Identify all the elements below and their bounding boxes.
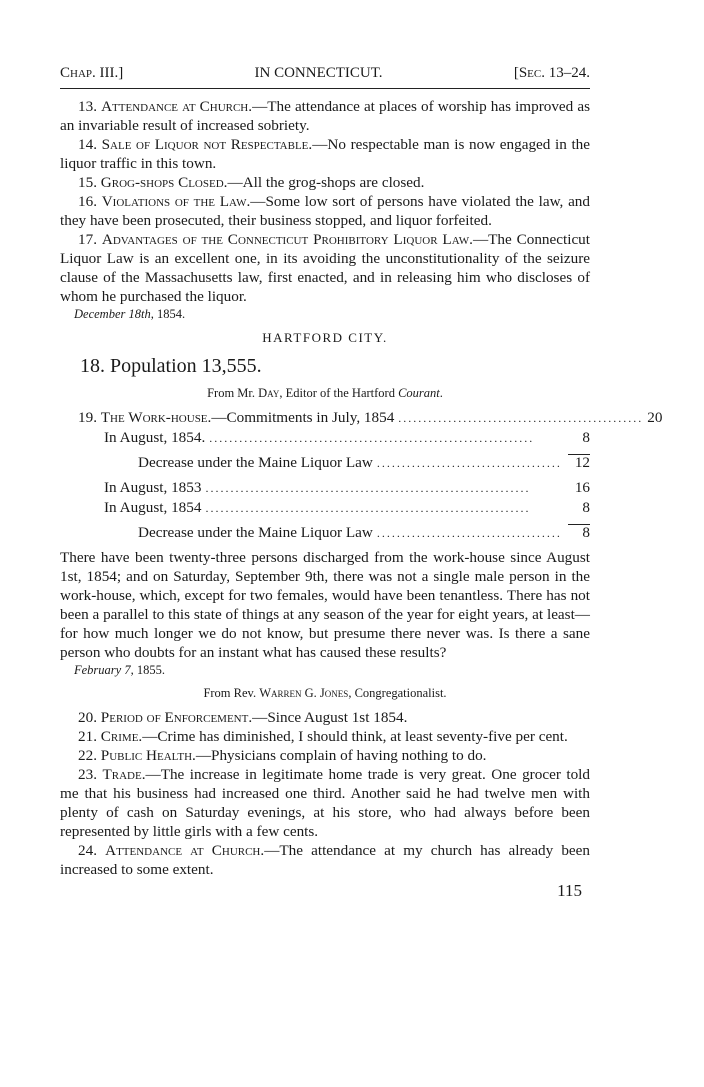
section-label: [Sec. 13–24.	[513, 65, 590, 81]
table-row: Decrease under the Maine Liquor Law ..................................... 12	[138, 454, 590, 471]
population-line: 18. Population 13,555.	[80, 355, 262, 377]
item-heading: Period of Enforcement.	[100, 709, 253, 726]
running-title: IN CONNECTICUT.	[254, 65, 383, 81]
table-row: In August, 1853 ................................................................. 16	[104, 479, 590, 496]
chapter-label: Chap. III.]	[60, 65, 124, 81]
sum-rule	[568, 524, 590, 525]
city-heading: HARTFORD CITY.	[262, 330, 388, 345]
dateline-2: February 7, 1855.	[74, 663, 165, 677]
item-heading: Crime.	[100, 728, 143, 745]
item-heading: Trade.	[102, 766, 146, 783]
item-13: 13. Attendance at Church.—The attendance at places of worship has improved as an invariable result of increased sobriety.	[60, 98, 590, 134]
item-24: 24. Attendance at Church.—The attendance at my church has already been increased to some extent.	[60, 842, 591, 878]
item-22: 22. Public Health.—Physicians complain of having nothing to do.	[78, 747, 487, 764]
table-row: Decrease under the Maine Liquor Law ..................................... 8	[138, 524, 590, 541]
item-21: 21. Crime.—Crime has diminished, I should think, at least seventy-five per cent.	[78, 728, 568, 745]
item-15: 15. Grog-shops Closed.—All the grog-shops are closed.	[78, 174, 425, 191]
item-heading: Sale of Liquor not Respectable.	[101, 136, 313, 153]
source-line-2: From Rev. Warren G. Jones, Congregationalist.	[203, 686, 447, 700]
running-header	[60, 64, 590, 89]
item-heading: Grog-shops Closed.	[100, 174, 228, 191]
workhouse-table	[60, 408, 663, 543]
item-heading: Violations of the Law.	[101, 193, 251, 210]
table-row: In August, 1854 ................................................................. 8	[104, 499, 590, 516]
item-heading: Attendance at Church.	[105, 842, 265, 859]
dateline-1: December 18th, 1854.	[74, 307, 186, 321]
page-number: 115	[557, 881, 582, 900]
item-heading: Attendance at Church.	[101, 98, 253, 115]
table-row: In August, 1854. ................................................................. 8	[104, 429, 590, 446]
item-heading: Advantages of the Connecticut Prohibitory Liquor Law.	[101, 231, 473, 248]
item-20: 20. Period of Enforcement.—Since August 1st 1854.	[78, 709, 408, 726]
item-14: 14. Sale of Liquor not Respectable.—No respectable man is now engaged in the liquor traffic in this town.	[60, 136, 590, 172]
source-line-1: From Mr. Day, Editor of the Hartford Courant.	[207, 386, 443, 400]
sum-rule	[568, 454, 590, 455]
item-17: 17. Advantages of the Connecticut Prohibitory Liquor Law.—The Connecticut Liquor Law is an excellent one, in its avoiding the unconstitutionality of the seizure clause of the Massachusetts law, first enacted, and in releasing him who discloses of whom he purchased the liquor.	[60, 231, 590, 305]
workhouse-paragraph: There have been twenty-three persons discharged from the work-house since August 1st, 1854; and on Saturday, September 9th, there was not a single male person in the work-house, which, except for two females, would have been tenantless. There has not been a parallel to this state of things at any season of the year for eight years, at least—for how much longer we do not know, but presume there never was. Is there a sane person who doubts for an instant what has caused these results?	[60, 549, 590, 661]
book-page	[60, 64, 663, 900]
item-16: 16. Violations of the Law.—Some low sort of persons have violated the law, and they have been prosecuted, their business stopped, and liquor forfeited.	[60, 193, 590, 229]
item-23: 23. Trade.—The increase in legitimate home trade is very great. One grocer told me that his business had increased one third. Another said he had twelve men with plenty of cash on Saturday evenings, at his store, who had always before been represented by little girls with a few cents.	[60, 766, 590, 840]
item-heading: Public Health.	[100, 747, 196, 764]
table-row: 19. The Work-house.—Commitments in July, 1854 ................................................. 20	[78, 409, 663, 426]
